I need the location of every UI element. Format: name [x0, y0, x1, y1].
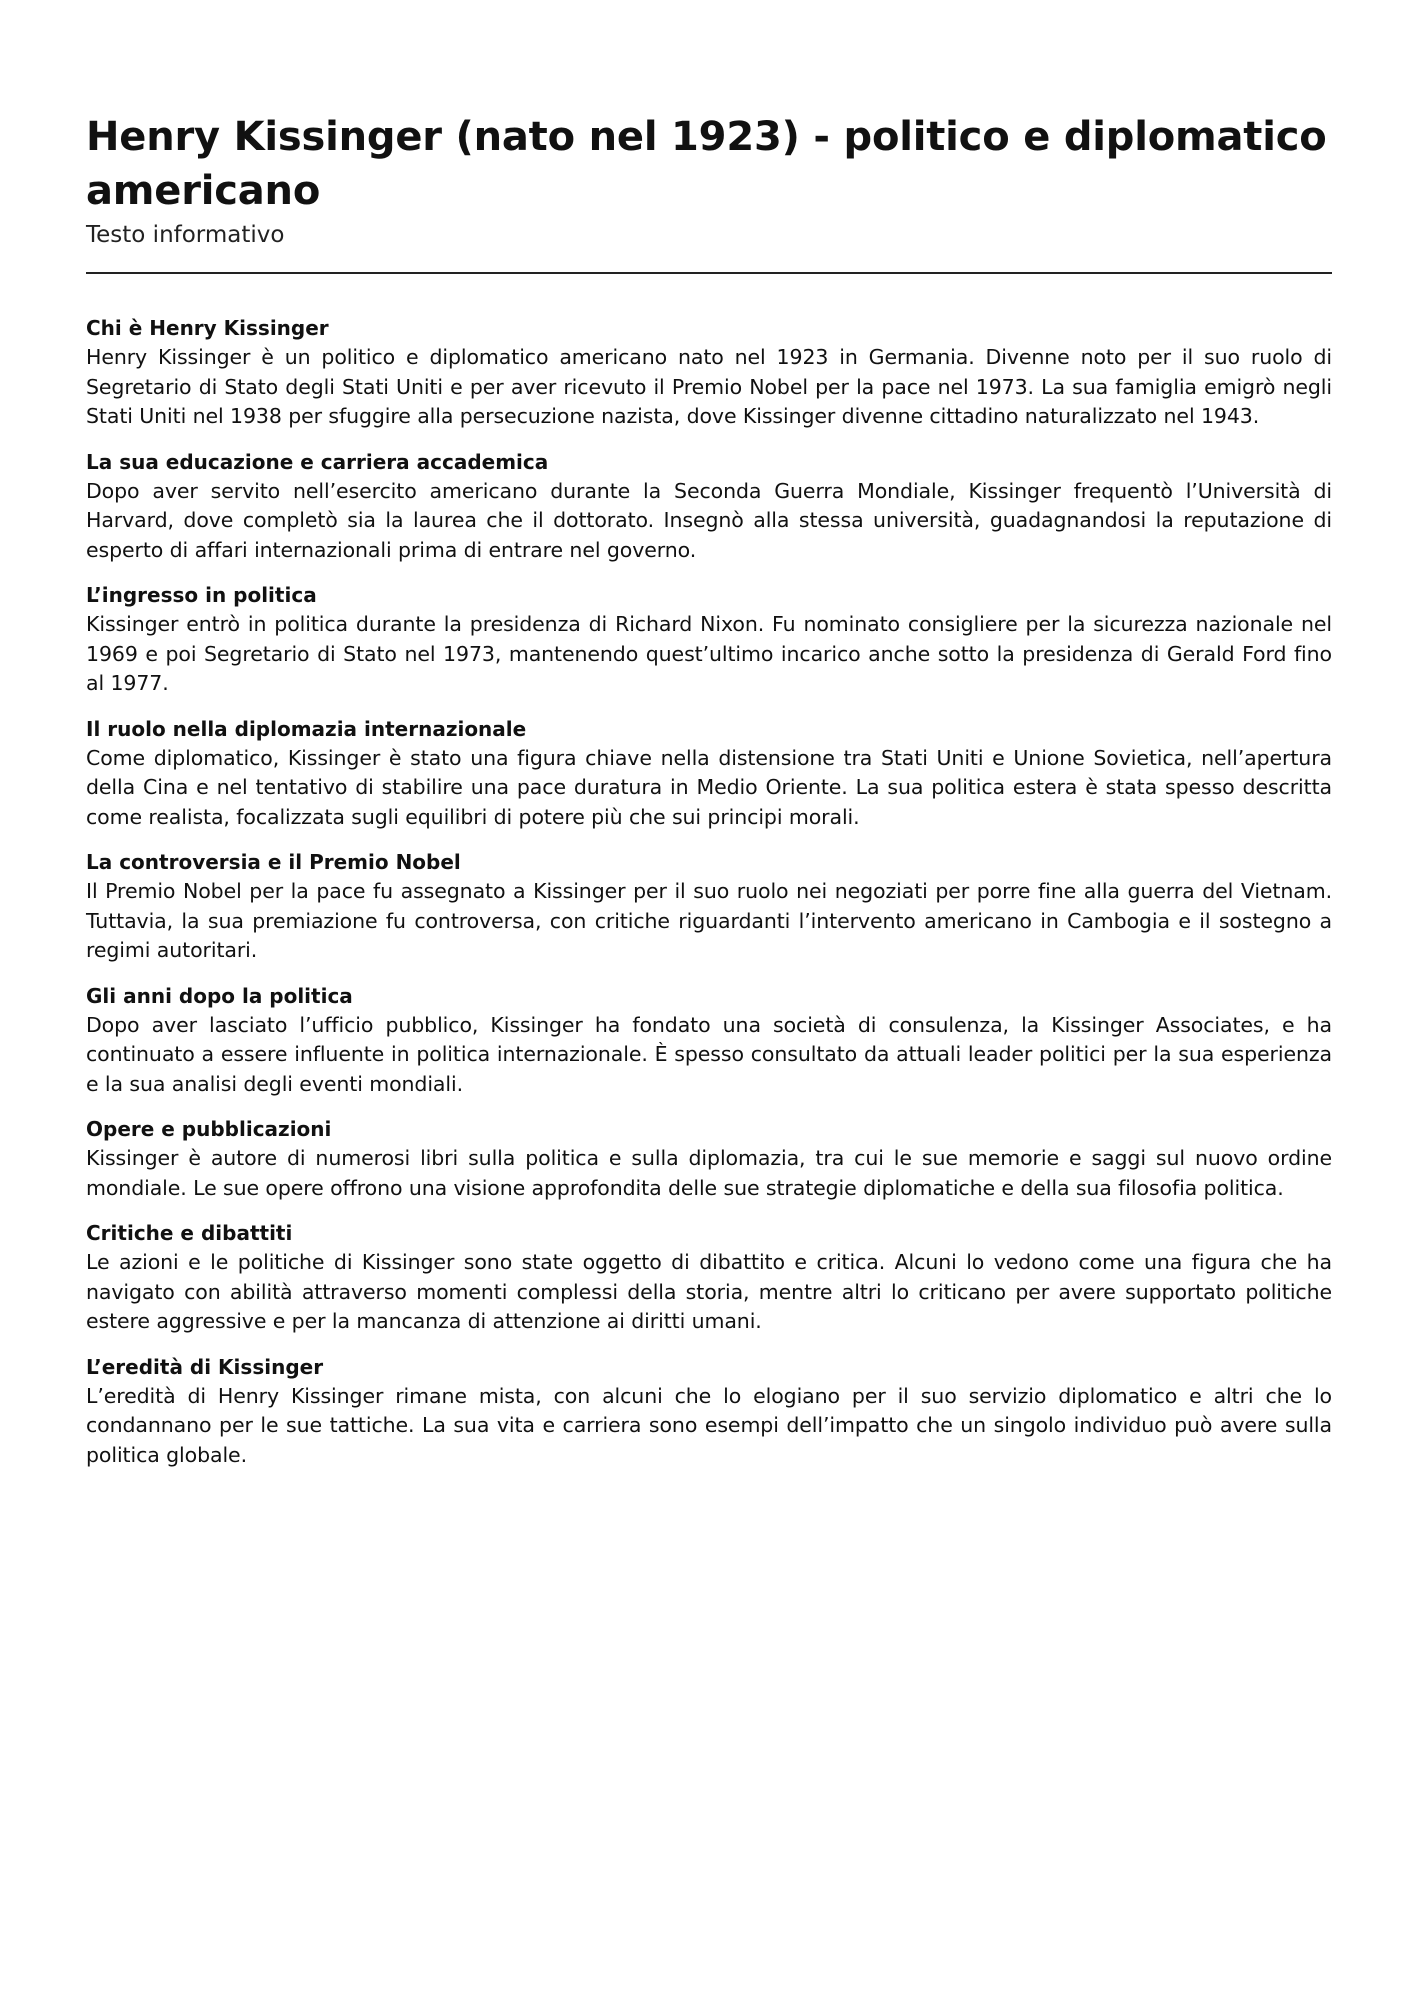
section-body: Henry Kissinger è un politico e diplomatico americano nato nel 1923 in Germania. Divenne noto per il suo ruolo di Segretario di Stato degli Stati Uniti e per aver ricevuto il Premio Nobel per la pace nel 1973. La sua famiglia emigrò negli Stati Uniti nel 1938 per sfuggire alla persecuzione nazista, dove Kissinger divenne cittadino naturalizzato nel 1943. — [86, 345, 1332, 428]
section-body: Dopo aver servito nell’esercito americano durante la Seconda Guerra Mondiale, Kissinger frequentò l’Università di Harvard, dove completò sia la laurea che il dottorato. Insegnò alla stessa università, guadagnandosi la reputazione di esperto di affari internazionali prima di entrare nel governo. — [86, 478, 1332, 562]
section-heading: Critiche e dibattiti — [86, 1221, 293, 1245]
section-diplomazia — [86, 715, 1332, 833]
document-subtitle: Testo informativo — [86, 222, 285, 248]
section-body: Il Premio Nobel per la pace fu assegnato a Kissinger per il suo ruolo nei negoziati per porre fine alla guerra del Vietnam. Tuttavia, la sua premiazione fu controversa, con critiche riguardanti l’intervento americano in Cambogia e il sostegno a regimi autoritari. — [86, 879, 1332, 962]
section-heading: L’eredità di Kissinger — [86, 1354, 324, 1379]
document-page — [86, 110, 1332, 1486]
section-heading: Chi è Henry Kissinger — [86, 316, 329, 340]
section-educazione — [86, 448, 1332, 566]
section-controversia-nobel — [86, 848, 1332, 966]
section-ingresso-politica — [86, 581, 1332, 699]
section-eredita — [86, 1353, 1332, 1471]
document-title: Henry Kissinger (nato nel 1923) - politico e diplomatico americano — [86, 114, 1327, 214]
section-heading: Opere e pubblicazioni — [86, 1117, 332, 1141]
section-heading: Il ruolo nella diplomazia internazionale — [86, 716, 527, 741]
section-heading: Gli anni dopo la politica — [86, 983, 353, 1008]
title-divider — [86, 272, 1332, 274]
section-body: Kissinger entrò in politica durante la presidenza di Richard Nixon. Fu nominato consigliere per la sicurezza nazionale nel 1969 e poi Segretario di Stato nel 1973, mantenendo quest’ultimo incarico anche sotto la presidenza di Gerald Ford fino al 1977. — [86, 612, 1332, 695]
section-body: Le azioni e le politiche di Kissinger sono state oggetto di dibattito e critica. Alcuni lo vedono come una figura che ha navigato con abilità attraverso momenti complessi della storia, mentre altri lo criticano per avere supportato politiche estere aggressive e per la mancanza di attenzione ai diritti umani. — [86, 1250, 1332, 1333]
section-body: Come diplomatico, Kissinger è stato una figura chiave nella distensione tra Stati Uniti e Unione Sovietica, nell’apertura della Cina e nel tentativo di stabilire una pace duratura in Medio Oriente. La sua politica estera è stata spesso descritta come realista, focalizzata sugli equilibri di potere più che sui principi morali. — [86, 745, 1332, 829]
section-body: L’eredità di Henry Kissinger rimane mista, con alcuni che lo elogiano per il suo servizio diplomatico e altri che lo condannano per le sue tattiche. La sua vita e carriera sono esempi dell’impatto che un singolo individuo può avere sulla politica globale. — [86, 1383, 1332, 1467]
section-heading: La sua educazione e carriera accademica — [86, 449, 549, 474]
section-chi-e — [86, 314, 1332, 432]
section-anni-dopo — [86, 982, 1332, 1100]
section-body: Kissinger è autore di numerosi libri sulla politica e sulla diplomazia, tra cui le sue memorie e saggi sul nuovo ordine mondiale. Le sue opere offrono una visione approfondita delle sue strategie diplomatiche e della sua filosofia politica. — [86, 1146, 1332, 1200]
section-heading: La controversia e il Premio Nobel — [86, 850, 461, 874]
section-body: Dopo aver lasciato l’ufficio pubblico, Kissinger ha fondato una società di consulenza, la Kissinger Associates, e ha continuato a essere influente in politica internazionale. È spesso consultato da attuali leader politici per la sua esperienza e la sua analisi degli eventi mondiali. — [86, 1012, 1332, 1096]
section-critiche — [86, 1219, 1332, 1337]
section-heading: L’ingresso in politica — [86, 583, 317, 607]
section-opere — [86, 1115, 1332, 1203]
